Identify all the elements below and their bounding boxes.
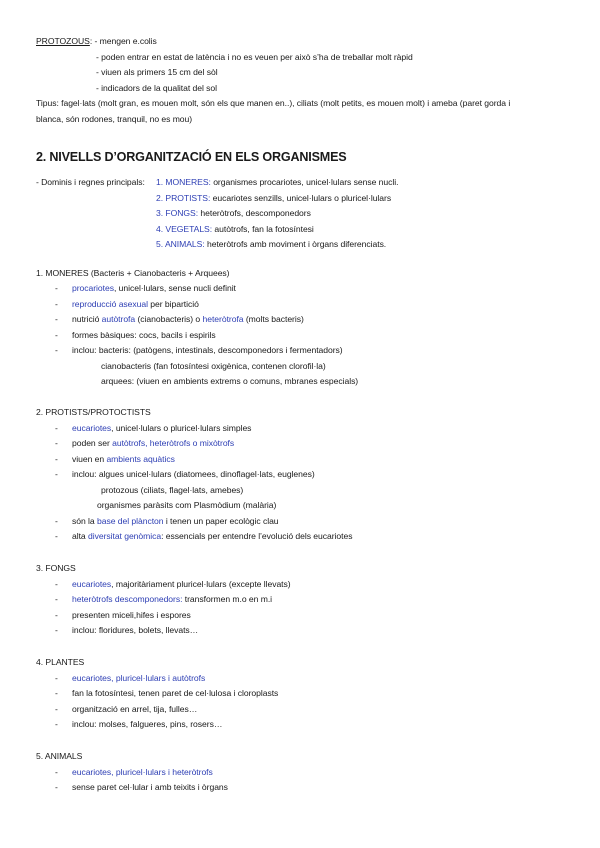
bullet: - <box>55 594 58 604</box>
protists-item-4c: organismes paràsits com Plasmòdium (malària) <box>97 500 277 510</box>
animals-item-2: sense paret cel·lular i amb teixits i òrgans <box>72 782 228 792</box>
protozous-tipus-2: blanca, són rodones, tranquil, no es mou) <box>36 113 193 124</box>
bullet: - <box>55 672 58 683</box>
protists-heading: 2. PROTISTS/PROTOCTISTS <box>36 407 151 417</box>
bullet: - <box>55 515 58 526</box>
bullet: - <box>55 314 58 324</box>
bullet: - <box>55 283 58 293</box>
kingdom-2: 2. PROTISTS: eucariotes senzills, unicel·lulars o pluricel·lulars <box>156 192 392 203</box>
bullet: - <box>55 453 58 464</box>
moneres-item-3: nutrició autòtrofa (cianobacteris) o heteròtrofa (molts bacteris) <box>72 314 304 324</box>
plantes-item-1: eucariotes, pluricel·lulars i autòtrofs <box>72 672 206 683</box>
bullet: - <box>55 298 58 309</box>
bullet: - <box>55 719 58 729</box>
kingdom-5: 5. ANIMALS: heteròtrofs amb moviment i òrgans diferenciats. <box>156 239 387 249</box>
bullet: - <box>55 345 58 355</box>
bullet: - <box>55 688 58 698</box>
section-2-title: 2. NIVELLS D’ORGANITZACIÓ EN ELS ORGANISMES <box>36 150 347 164</box>
bullet: - <box>55 578 58 589</box>
protists-item-3: viuen en ambients aquàtics <box>72 453 175 464</box>
fongs-item-1: eucariotes, majoritàriament pluricel·lulars (excepte llevats) <box>72 578 291 589</box>
bullet: - <box>55 531 58 541</box>
protozous-line-2: - poden entrar en estat de latència i no es veuen per això s’ha de treballar molt ràpid <box>96 51 413 62</box>
moneres-heading: 1. MONERES (Bacteris + Cianobacteris + Arquees) <box>36 268 230 278</box>
fongs-item-3: presenten miceli,hifes i espores <box>72 609 191 620</box>
fongs-item-4: inclou: floridures, bolets, llevats… <box>72 625 199 635</box>
moneres-item-5b: cianobacteris (fan fotosíntesi oxigènica, contenen clorofil·la) <box>101 360 326 371</box>
protozous-label: PROTOZOUS <box>36 36 90 46</box>
bullet: - <box>55 609 58 620</box>
fongs-item-2: heteròtrofs descomponedors: transformen m.o en m.i <box>72 594 273 604</box>
plantes-item-3: organització en arrel, tija, fulles… <box>72 703 198 714</box>
protists-item-2: poden ser autòtrofs, heteròtrofs o mixòtrofs <box>72 438 235 448</box>
moneres-item-4: formes bàsiques: cocs, bacils i espirils <box>72 329 216 340</box>
bullet: - <box>55 782 58 792</box>
protozous-tipus-1: Tipus: fagel·lats (molt gran, es mouen molt, són els que manen en..), ciliats (molt petits, es mouen molt) i ameba (paret gorda i <box>36 98 511 108</box>
protists-item-1: eucariotes, unicel·lulars o pluricel·lulars simples <box>72 422 252 433</box>
protozous-line-1: PROTOZOUS: - mengen e.colis <box>36 36 157 46</box>
kingdom-3: 3. FONGS: heteròtrofs, descomponedors <box>156 208 311 218</box>
protozous-line-3: - viuen als primers 15 cm del sòl <box>96 67 218 77</box>
moneres-item-5: inclou: bacteris: (patògens, intestinals, descomponedors i fermentadors) <box>72 345 343 355</box>
moneres-item-1: procariotes, unicel·lulars, sense nucli definit <box>72 283 236 293</box>
bullet: - <box>55 625 58 635</box>
protozous-line-4: - indicadors de la qualitat del sol <box>96 82 218 93</box>
bullet: - <box>55 469 58 479</box>
protists-item-5: són la base del plàncton i tenen un paper ecològic clau <box>72 515 279 526</box>
protists-item-4: inclou: algues unicel·lulars (diatomees, dinoflagel·lats, euglenes) <box>72 469 315 479</box>
bullet: - <box>55 329 58 340</box>
moneres-item-5c: arquees: (viuen en ambients extrems o comuns, mbranes especials) <box>101 376 359 386</box>
plantes-heading: 4. PLANTES <box>36 657 85 667</box>
bullet: - <box>55 438 58 448</box>
protists-item-6: alta diversitat genòmica: essencials per entendre l’evolució dels eucariotes <box>72 531 353 541</box>
plantes-item-2: fan la fotosíntesi, tenen paret de cel·lulosa i cloroplasts <box>72 688 279 698</box>
animals-item-1: eucariotes, pluricel·lulars i heteròtrofs <box>72 766 213 777</box>
animals-heading: 5. ANIMALS <box>36 751 83 761</box>
moneres-item-2: reproducció asexual per bipartició <box>72 298 199 309</box>
kingdom-4: 4. VEGETALS: autòtrofs, fan la fotosíntesi <box>156 223 314 234</box>
bullet: - <box>55 766 58 777</box>
bullet: - <box>55 422 58 433</box>
bullet: - <box>55 703 58 714</box>
dominis-label: - Dominis i regnes principals: <box>36 177 145 187</box>
protists-item-4b: protozous (ciliats, flagel·lats, amebes) <box>101 484 244 495</box>
kingdom-1: 1. MONERES: organismes procariotes, unicel·lulars sense nucli. <box>156 177 399 187</box>
fongs-heading: 3. FONGS <box>36 563 76 573</box>
plantes-item-4: inclou: molses, falgueres, pins, rosers… <box>72 719 223 729</box>
